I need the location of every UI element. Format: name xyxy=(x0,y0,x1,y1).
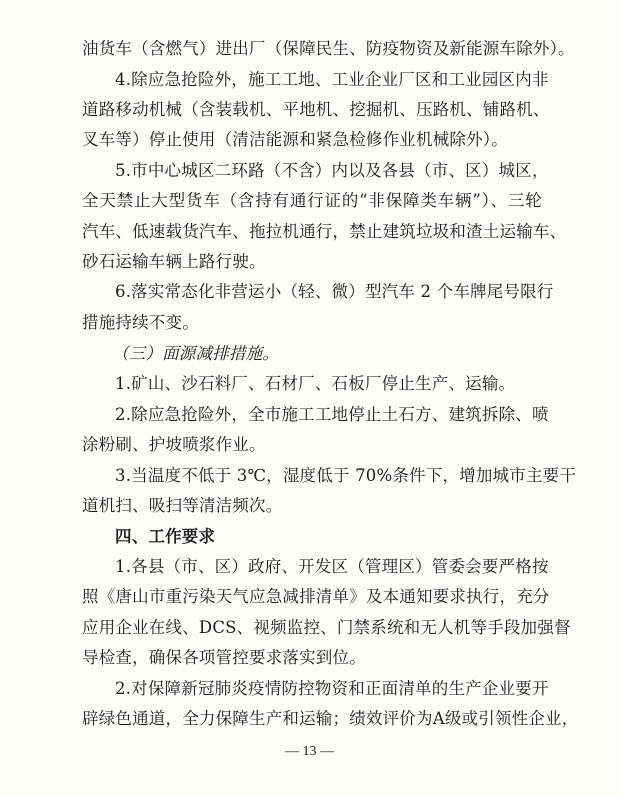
text-line-21: 导检查，确保各项管控要求落实到位。 xyxy=(82,648,366,667)
section-heading-3: （三）面源减排措施。 xyxy=(112,344,279,363)
text-line-22: 2.对保障新冠肺炎疫情防控物资和正面清单的生产企业要开 xyxy=(115,679,549,698)
text-line-12: 1.矿山、沙石料厂、石材厂、石板厂停止生产、运输。 xyxy=(115,374,516,393)
text-line-2: 4.除应急抢险外，施工工地、工业企业厂区和工业园区内非 xyxy=(115,70,549,89)
section-heading-4: 四、工作要求 xyxy=(115,527,216,546)
text-line-9: 6.落实常态化非营运小（轻、微）型汽车 2 个车牌尾号限行 xyxy=(115,282,554,301)
text-line-13: 2.除应急抢险外，全市施工工地停止土石方、建筑拆除、喷 xyxy=(115,405,549,424)
text-line-20: 应用企业在线、DCS、视频监控、门禁系统和无人机等手段加强督 xyxy=(82,618,571,637)
text-line-3: 道路移动机械（含装载机、平地机、挖掘机、压路机、铺路机、 xyxy=(82,100,550,119)
text-line-19: 照《唐山市重污染天气应急减排清单》及本通知要求执行，充分 xyxy=(82,587,550,606)
text-line-10: 措施持续不变。 xyxy=(82,313,199,332)
text-line-7: 汽车、低速载货汽车、拖拉机通行，禁止建筑垃圾和渣土运输车、 xyxy=(82,222,567,241)
text-line-1: 油货车（含燃气）进出厂（保障民生、防疫物资及新能源车除外）。 xyxy=(82,39,575,58)
text-line-18: 1.各县（市、区）政府、开发区（管理区）管委会要严格按 xyxy=(115,557,549,576)
text-line-16: 道机扫、吸扫等清洁频次。 xyxy=(82,496,283,515)
text-line-6: 全天禁止大型货车（含持有通行证的“非保障类车辆”）、三轮 xyxy=(82,191,542,210)
text-line-14: 涂粉刷、护坡喷浆作业。 xyxy=(82,435,266,454)
text-line-15: 3.当温度不低于 3℃，湿度低于 70%条件下，增加城市主要干 xyxy=(115,466,577,485)
page-number: — 13 — xyxy=(285,744,334,759)
text-line-23: 辟绿色通道，全力保障生产和运输；绩效评价为A级或引领性企业， xyxy=(82,709,579,728)
text-line-8: 砂石运输车辆上路行驶。 xyxy=(82,252,266,271)
text-line-4: 叉车等）停止使用（清洁能源和紧急检修作业机械除外）。 xyxy=(82,130,508,149)
text-line-5: 5.市中心城区二环路（不含）内以及各县（市、区）城区， xyxy=(115,161,549,180)
